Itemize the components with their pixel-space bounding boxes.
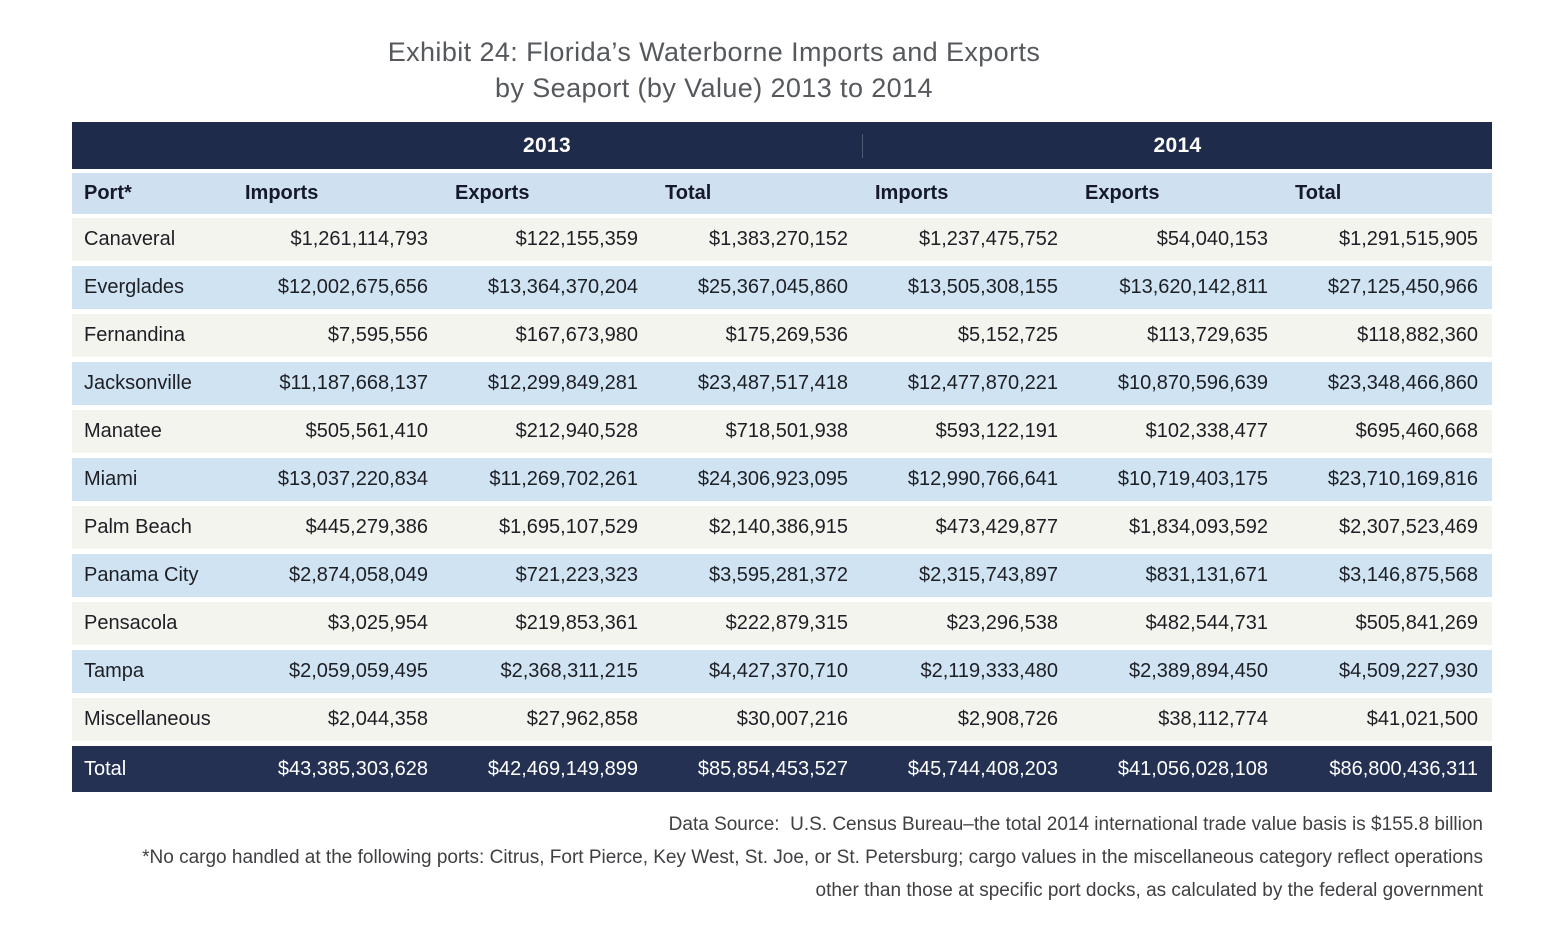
value-cell: $24,306,923,095 [697, 468, 848, 490]
value-cell: $13,620,142,811 [1119, 276, 1268, 298]
column-header-exports-2013: Exports [455, 182, 530, 204]
value-cell: $23,296,538 [946, 612, 1058, 634]
value-cell: $13,037,220,834 [277, 468, 428, 490]
table-row [72, 506, 1492, 549]
table-row [72, 410, 1492, 453]
value-cell: $175,269,536 [725, 324, 848, 346]
total-label: Total [84, 757, 127, 780]
imports-exports-table [72, 122, 1492, 792]
value-cell: $2,315,743,897 [918, 564, 1058, 586]
value-cell: $212,940,528 [515, 420, 638, 442]
value-cell: $2,368,311,215 [500, 660, 638, 682]
value-cell: $41,021,500 [1366, 708, 1478, 730]
value-cell: $3,025,954 [327, 612, 428, 634]
total-cell: $45,744,408,203 [907, 757, 1058, 780]
value-cell: $113,729,635 [1147, 324, 1268, 346]
value-cell: $1,237,475,752 [918, 228, 1058, 250]
value-cell: $3,146,875,568 [1338, 564, 1478, 586]
value-cell: $10,719,403,175 [1117, 468, 1268, 490]
port-cell: Miscellaneous [84, 708, 211, 730]
value-cell: $122,155,359 [515, 228, 638, 250]
value-cell: $3,595,281,372 [708, 564, 848, 586]
value-cell: $505,561,410 [305, 420, 428, 442]
value-cell: $23,487,517,418 [697, 372, 848, 394]
footer-notes [80, 808, 1483, 907]
value-cell: $30,007,216 [736, 708, 848, 730]
value-cell: $2,307,523,469 [1338, 516, 1478, 538]
port-cell: Pensacola [84, 612, 178, 634]
value-cell: $593,122,191 [935, 420, 1058, 442]
exhibit-title-line1: Exhibit 24: Florida’s Waterborne Imports and Exports [387, 37, 1041, 67]
column-header-port: Port* [84, 182, 132, 204]
value-cell: $13,505,308,155 [907, 276, 1058, 298]
port-cell: Miami [84, 468, 138, 490]
total-cell: $43,385,303,628 [277, 757, 428, 780]
value-cell: $1,291,515,905 [1338, 228, 1478, 250]
exhibit-title [0, 0, 1564, 106]
data-source-note: Data Source: U.S. Census Bureau–the total 2014 international trade value basis is $155.8 billion [668, 814, 1483, 835]
value-cell: $12,002,675,656 [277, 276, 428, 298]
column-header-imports-2013: Imports [245, 182, 319, 204]
value-cell: $2,140,386,915 [708, 516, 848, 538]
total-row [72, 746, 1492, 792]
value-cell: $219,853,361 [515, 612, 638, 634]
value-cell: $11,269,702,261 [489, 468, 638, 490]
value-cell: $721,223,323 [515, 564, 638, 586]
column-header-total-2014: Total [1295, 182, 1342, 204]
total-cell: $85,854,453,527 [697, 757, 848, 780]
value-cell: $2,908,726 [957, 708, 1058, 730]
port-cell: Jacksonville [84, 372, 192, 394]
port-cell: Canaveral [84, 228, 176, 250]
value-cell: $222,879,315 [725, 612, 848, 634]
value-cell: $118,882,360 [1357, 324, 1478, 346]
table-row [72, 650, 1492, 693]
year-header-2014: 2014 [862, 134, 1492, 158]
value-cell: $718,501,938 [725, 420, 848, 442]
total-cell: $86,800,436,311 [1329, 757, 1478, 780]
value-cell: $27,125,450,966 [1327, 276, 1478, 298]
table-row [72, 602, 1492, 645]
column-header-exports-2014: Exports [1085, 182, 1160, 204]
table-body [72, 218, 1492, 741]
value-cell: $482,544,731 [1145, 612, 1268, 634]
value-cell: $4,509,227,930 [1338, 660, 1478, 682]
value-cell: $11,187,668,137 [279, 372, 428, 394]
year-header-row [72, 122, 1492, 169]
value-cell: $2,119,333,480 [920, 660, 1058, 682]
table-row [72, 554, 1492, 597]
value-cell: $12,990,766,641 [907, 468, 1058, 490]
value-cell: $7,595,556 [327, 324, 428, 346]
exhibit-title-line2: by Seaport (by Value) 2013 to 2014 [495, 73, 933, 103]
total-cell: $41,056,028,108 [1117, 757, 1268, 780]
port-cell: Manatee [84, 420, 162, 442]
value-cell: $12,299,849,281 [487, 372, 638, 394]
column-header-imports-2014: Imports [875, 182, 949, 204]
value-cell: $54,040,153 [1156, 228, 1268, 250]
value-cell: $10,870,596,639 [1117, 372, 1268, 394]
port-cell: Fernandina [84, 324, 186, 346]
footnote-line1: *No cargo handled at the following ports: Citrus, Fort Pierce, Key West, St. Joe, or St. Petersburg; cargo values in the miscellaneous category reflect operations [142, 847, 1483, 868]
value-cell: $2,389,894,450 [1128, 660, 1268, 682]
value-cell: $1,695,107,529 [498, 516, 638, 538]
value-cell: $23,710,169,816 [1327, 468, 1478, 490]
column-header-total-2013: Total [665, 182, 712, 204]
value-cell: $1,383,270,152 [708, 228, 848, 250]
port-cell: Tampa [84, 660, 145, 682]
table-row [72, 266, 1492, 309]
value-cell: $5,152,725 [957, 324, 1058, 346]
value-cell: $12,477,870,221 [907, 372, 1058, 394]
value-cell: $1,261,114,793 [290, 228, 428, 250]
footnote-line2: other than those at specific port docks, as calculated by the federal government [815, 880, 1483, 901]
value-cell: $167,673,980 [515, 324, 638, 346]
table-row [72, 362, 1492, 405]
value-cell: $695,460,668 [1355, 420, 1478, 442]
table-row [72, 458, 1492, 501]
port-cell: Everglades [84, 276, 185, 298]
total-cell: $42,469,149,899 [487, 757, 638, 780]
value-cell: $4,427,370,710 [708, 660, 848, 682]
value-cell: $2,044,358 [327, 708, 428, 730]
value-cell: $2,059,059,495 [288, 660, 428, 682]
value-cell: $25,367,045,860 [697, 276, 848, 298]
value-cell: $2,874,058,049 [288, 564, 428, 586]
value-cell: $445,279,386 [305, 516, 428, 538]
value-cell: $13,364,370,204 [487, 276, 638, 298]
table-row [72, 218, 1492, 261]
value-cell: $38,112,774 [1158, 708, 1268, 730]
value-cell: $505,841,269 [1355, 612, 1478, 634]
value-cell: $102,338,477 [1145, 420, 1268, 442]
value-cell: $23,348,466,860 [1327, 372, 1478, 394]
table-row [72, 314, 1492, 357]
value-cell: $831,131,671 [1145, 564, 1268, 586]
value-cell: $27,962,858 [526, 708, 638, 730]
port-cell: Panama City [84, 564, 199, 586]
value-cell: $473,429,877 [935, 516, 1058, 538]
year-header-2013: 2013 [523, 133, 571, 157]
column-header-row [72, 173, 1492, 214]
port-cell: Palm Beach [84, 516, 192, 538]
table-row [72, 698, 1492, 741]
value-cell: $1,834,093,592 [1128, 516, 1268, 538]
